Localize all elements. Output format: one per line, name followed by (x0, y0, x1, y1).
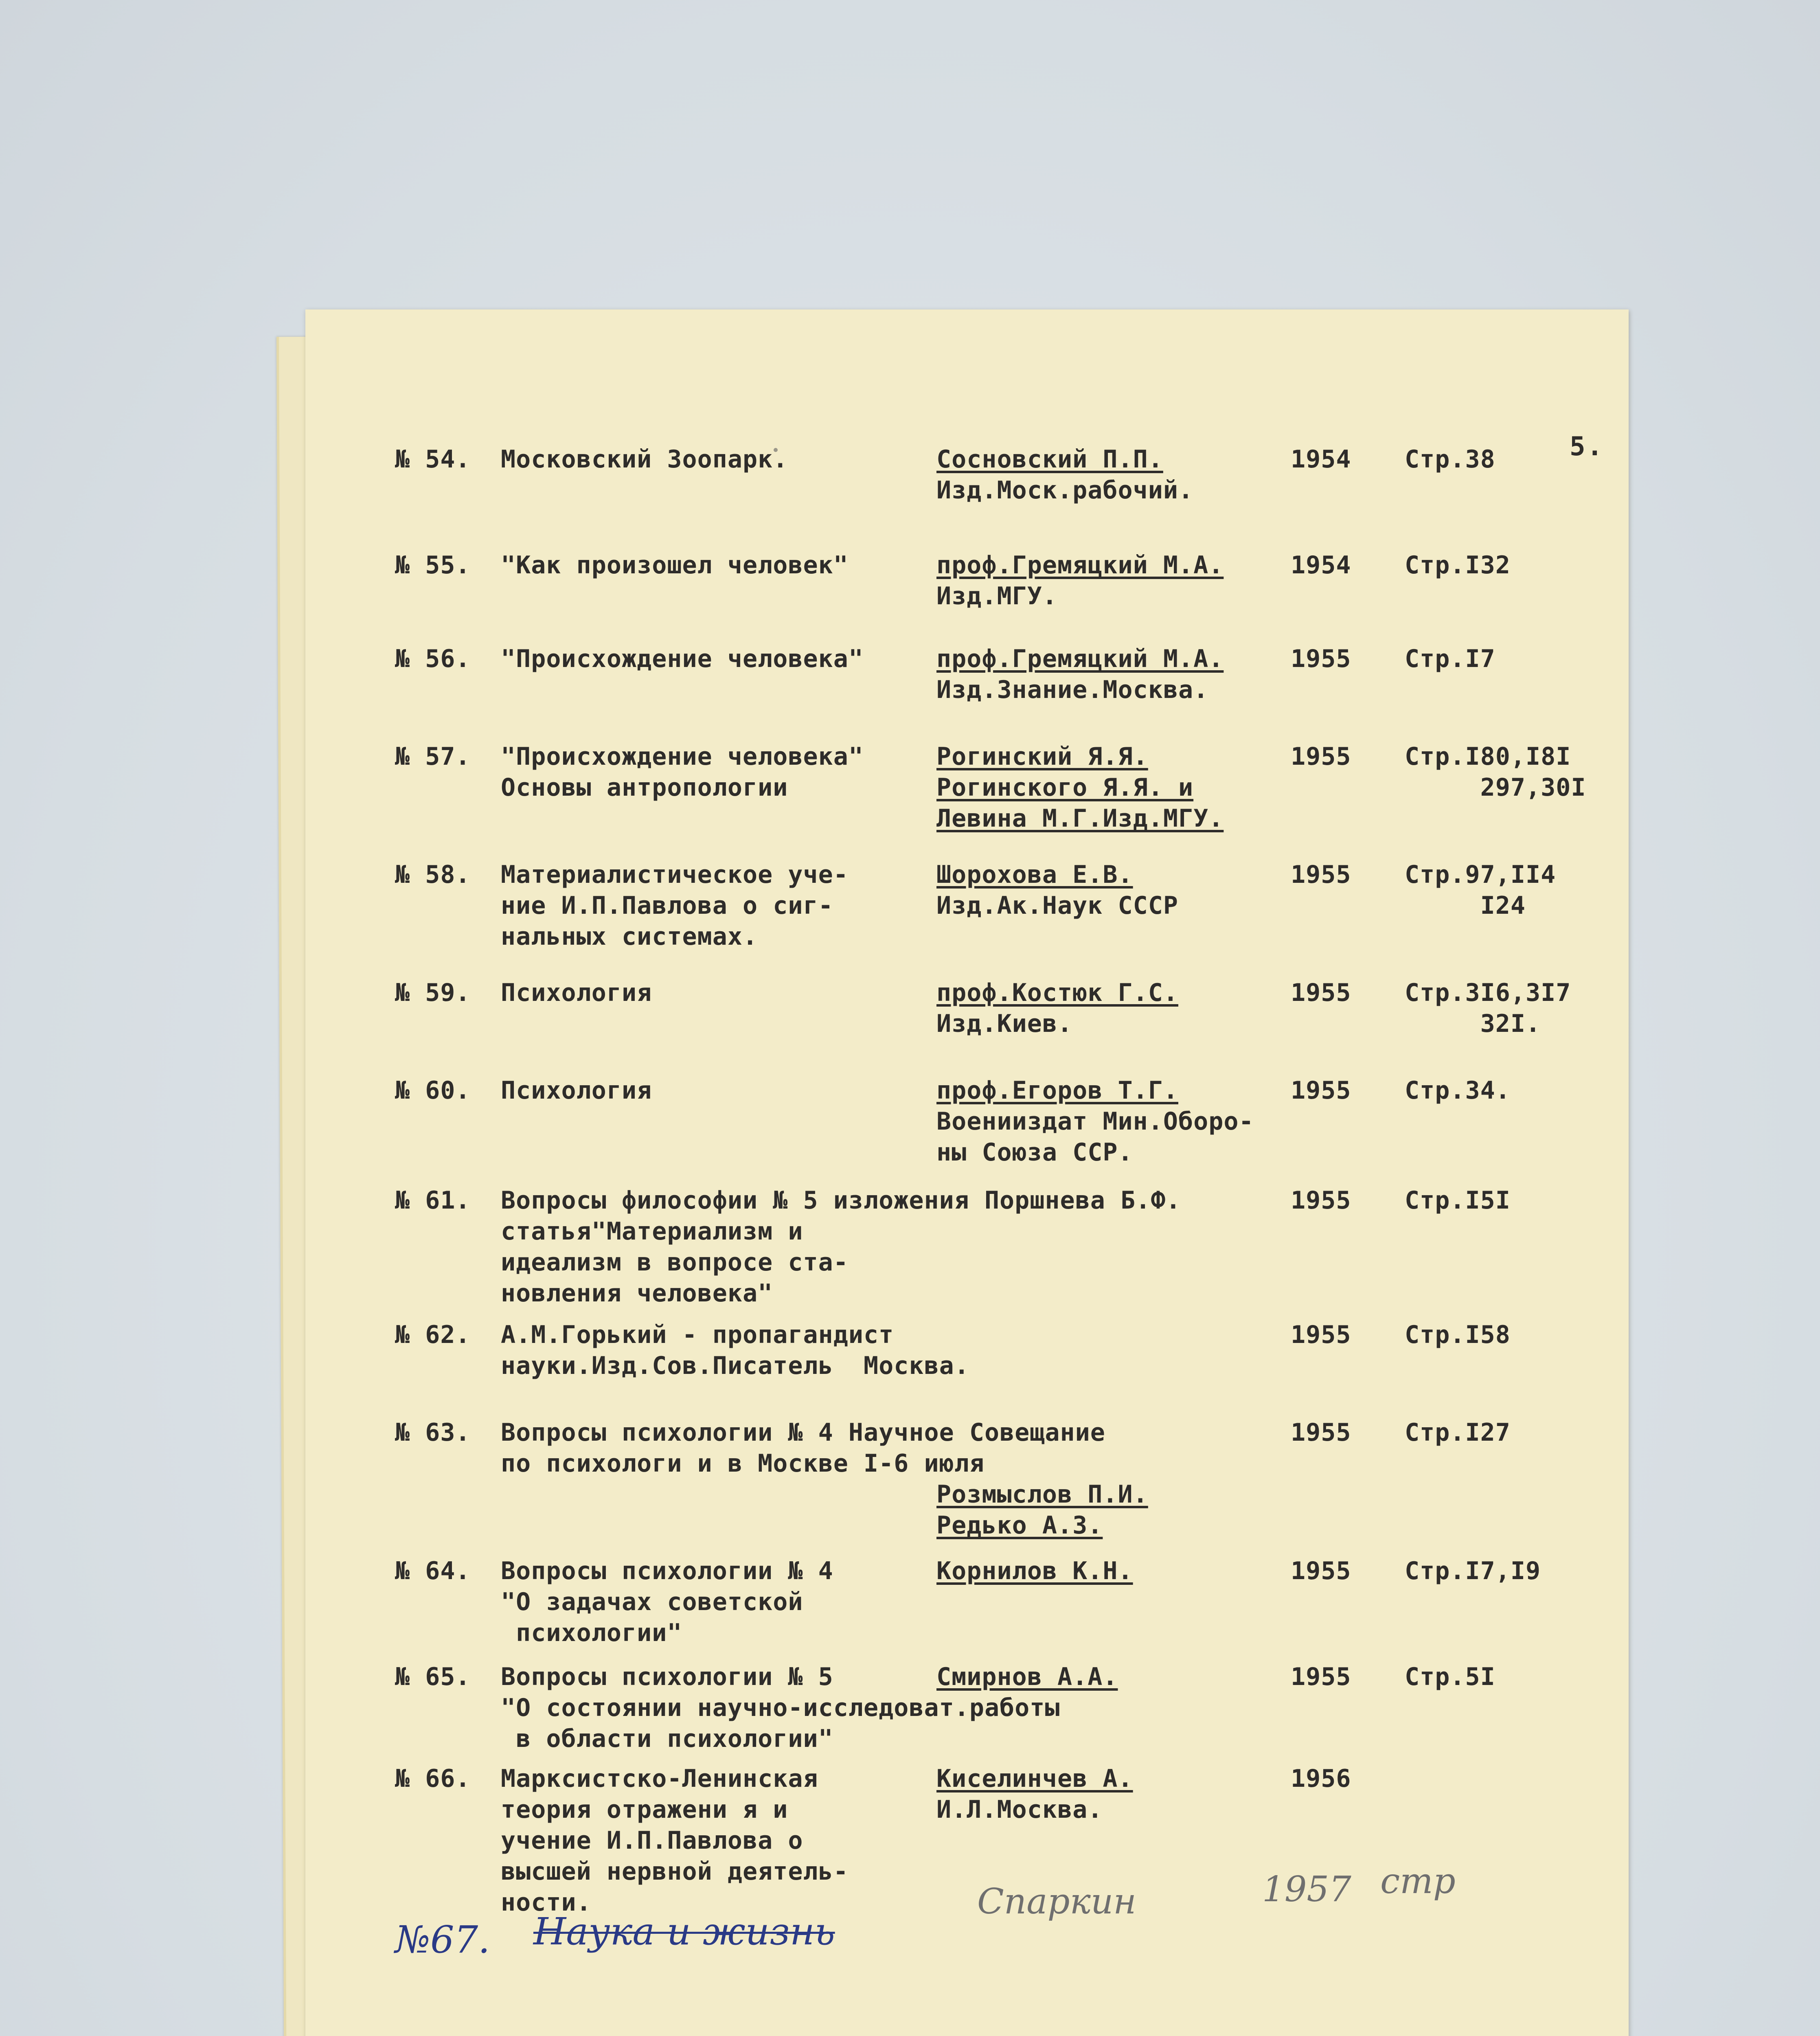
entry-year: 1955 (1291, 1186, 1351, 1215)
entry-pages (1405, 859, 1556, 921)
entry-author-line: Рогинского Я.Я. и (936, 773, 1194, 802)
entry-author-line: Левина М.Г.Изд.МГУ. (936, 804, 1224, 833)
entry-title-line: Марксистско-Ленинская (501, 1764, 818, 1793)
entry-pages-line: Стр.I32 (1405, 551, 1511, 579)
entry-year: 1955 (1291, 1418, 1351, 1447)
entry-title-line: Вопросы психологии № 4 Научное Совещание (501, 1418, 1105, 1447)
entry-number: № 66. (395, 1764, 471, 1793)
entry-title (501, 741, 864, 803)
entry-author-line: Изд.Ак.Наук СССР (936, 891, 1178, 920)
entry-pages-line: Стр.I27 (1405, 1418, 1511, 1447)
entry-number: № 60. (395, 1076, 471, 1105)
entry-title (501, 550, 849, 581)
entry-pages-line: Стр.I58 (1405, 1321, 1511, 1349)
entry-title-line: психологии" (501, 1619, 682, 1647)
entry-year: 1955 (1291, 1321, 1351, 1349)
entry-author-line: Военииздат Мин.Оборо- (936, 1107, 1254, 1136)
entry-pages (1405, 1661, 1495, 1692)
entry-pages-line: Стр.3I6,3I7 (1405, 979, 1571, 1007)
entry-pages (1405, 550, 1511, 581)
entry-author-line: проф.Егоров Т.Г. (936, 1076, 1178, 1105)
entry-author-line: проф.Костюк Г.С. (936, 979, 1178, 1007)
entry-author-line (936, 1448, 1148, 1479)
entry-pages-line: Стр.34. (1405, 1076, 1511, 1105)
entry-author (936, 550, 1224, 612)
entry-pages-line: Стр.97,II4 (1405, 860, 1556, 889)
entry-author-line: Корнилов К.Н. (936, 1557, 1133, 1585)
entry-title-line: учение И.П.Павлова о (501, 1826, 803, 1855)
entry-author-line: Редько А.З. (936, 1511, 1103, 1540)
entry-title-line: ности. (501, 1888, 592, 1917)
entry-author-line: Изд.МГУ. (936, 582, 1057, 610)
entry-year: 1954 (1291, 445, 1351, 474)
entry-pages-line: 297,30I (1405, 773, 1586, 802)
entry-year: 1955 (1291, 1663, 1351, 1691)
entry-year: 1954 (1291, 551, 1351, 579)
entry-title-line: идеализм в вопросе ста- (501, 1248, 849, 1277)
entry-author (936, 1556, 1133, 1586)
entry-pages-line: Стр.I5I (1405, 1186, 1511, 1215)
entry-number: № 58. (395, 860, 471, 889)
entry-title-line: Психология (501, 979, 652, 1007)
entry-title-line: Вопросы психологии № 4 (501, 1557, 833, 1585)
entry-author-line: Рогинский Я.Я. (936, 742, 1148, 771)
entry-author (936, 1763, 1133, 1825)
entry-title-line: Вопросы психологии № 5 (501, 1663, 833, 1691)
entry-title (501, 1556, 833, 1648)
entry-pages-line: I24 (1405, 891, 1526, 920)
entry-year: 1955 (1291, 979, 1351, 1007)
document-page (305, 309, 1629, 2036)
entry-title-line: Московский Зоопарк. (501, 445, 788, 474)
entry-title-line: А.М.Горький - пропагандист (501, 1321, 894, 1349)
entry-title-line: "Как произошел человек" (501, 551, 849, 579)
entry-number: № 64. (395, 1557, 471, 1585)
entry-author-line: Изд.Моск.рабочий. (936, 476, 1194, 505)
entry-year: 1955 (1291, 1557, 1351, 1585)
entry-author (936, 1661, 1118, 1692)
entry-author (936, 977, 1178, 1039)
entry-pages (1405, 444, 1495, 475)
entry-title-line: статья"Материализм и (501, 1217, 803, 1246)
entry-year: 1955 (1291, 860, 1351, 889)
entry-title-line: "О задачах советской (501, 1588, 803, 1616)
entry-author-line: проф.Гремяцкий М.А. (936, 645, 1224, 673)
entry-title-line: "Происхождение человека" (501, 645, 864, 673)
entry-title-line: "Происхождение человека" (501, 742, 864, 771)
entry-pages (1405, 741, 1586, 803)
entry-number: № 65. (395, 1663, 471, 1691)
entry-pages (1405, 1417, 1511, 1448)
entry-number: № 56. (395, 645, 471, 673)
entry-pages-line: Стр.I7,I9 (1405, 1557, 1541, 1585)
handwritten-entry-author: Спаркин (977, 1881, 1136, 1922)
entry-number: № 62. (395, 1321, 471, 1349)
entry-title (501, 1763, 849, 1918)
entry-author-line: ны Союза ССР. (936, 1138, 1133, 1167)
entry-author-line: Шорохова Е.В. (936, 860, 1133, 889)
entry-author-line: проф.Гремяцкий М.А. (936, 551, 1224, 579)
entry-number: № 61. (395, 1186, 471, 1215)
entry-title (501, 643, 864, 674)
entry-author-line: Изд.Киев. (936, 1009, 1073, 1038)
entry-author-line: Изд.Знание.Москва. (936, 676, 1209, 704)
entry-author-line: Киселинчев А. (936, 1764, 1133, 1793)
entry-title (501, 1075, 652, 1106)
entry-author-line: Смирнов А.А. (936, 1663, 1118, 1691)
entry-title-line: Психология (501, 1076, 652, 1105)
entry-pages-line: Стр.I7 (1405, 645, 1495, 673)
entry-number: № 59. (395, 979, 471, 1007)
entry-title-line: Основы антропологии (501, 773, 788, 802)
handwritten-entry-number: №67. (395, 1918, 490, 1961)
entry-author-line: Розмыслов П.И. (936, 1480, 1148, 1509)
entry-author (936, 444, 1193, 506)
entry-pages (1405, 643, 1495, 674)
entry-title-line: Материалистическое уче- (501, 860, 849, 889)
entry-number: № 57. (395, 742, 471, 771)
entry-title (501, 1319, 969, 1381)
entry-number: № 54. (395, 445, 471, 474)
entry-author-line: Сосновский П.П. (936, 445, 1163, 474)
entry-author (936, 859, 1178, 921)
entry-pages (1405, 1185, 1511, 1216)
entry-title-line: Вопросы философии № 5 изложения Поршнева Б.Ф. (501, 1186, 1181, 1215)
entry-title-line: теория отражени я и (501, 1795, 788, 1824)
entry-title-line: нальных системах. (501, 922, 758, 951)
entry-author (936, 643, 1224, 705)
entry-pages-line: Стр.I80,I8I (1405, 742, 1571, 771)
entry-title-line: науки.Изд.Сов.Писатель Москва. (501, 1351, 969, 1380)
handwritten-entry-year: 1957 (1262, 1869, 1351, 1910)
entry-number: № 55. (395, 551, 471, 579)
entry-title-line: новления человека" (501, 1279, 773, 1308)
entry-pages-line: Стр.5I (1405, 1663, 1495, 1691)
entry-title-line: "О состоянии научно-исследоват.работы (501, 1694, 1060, 1722)
entry-title-line: ние И.П.Павлова о сиг- (501, 891, 833, 920)
entry-title (501, 977, 652, 1008)
entry-pages (1405, 1556, 1541, 1586)
entry-year: 1955 (1291, 1076, 1351, 1105)
entry-year: 1956 (1291, 1764, 1351, 1793)
entry-title-line: в области психологии" (501, 1724, 833, 1753)
entry-year: 1955 (1291, 645, 1351, 673)
entry-author (936, 741, 1224, 834)
entry-pages (1405, 1319, 1511, 1350)
entry-title (501, 1185, 1181, 1309)
entry-title (501, 859, 849, 952)
entry-title (501, 444, 788, 475)
entry-author (936, 1075, 1254, 1168)
entry-title-line: высшей нервной деятель- (501, 1857, 849, 1886)
entry-author-line (936, 1417, 1148, 1448)
handwritten-entry-pages: стр (1380, 1861, 1456, 1902)
entry-author (936, 1417, 1148, 1541)
entry-title-line: по психологи и в Москве I-6 июля (501, 1449, 985, 1478)
entry-pages-line: 32I. (1405, 1009, 1541, 1038)
handwritten-entry-title: Наука и жизнь (533, 1910, 835, 1953)
entry-author-line: И.Л.Москва. (936, 1795, 1103, 1824)
page-number: 5. (1569, 432, 1604, 462)
entry-number: № 63. (395, 1418, 471, 1447)
entry-pages-line: Стр.38 (1405, 445, 1495, 474)
entry-pages (1405, 1075, 1511, 1106)
entry-pages (1405, 977, 1571, 1039)
entry-year: 1955 (1291, 742, 1351, 771)
